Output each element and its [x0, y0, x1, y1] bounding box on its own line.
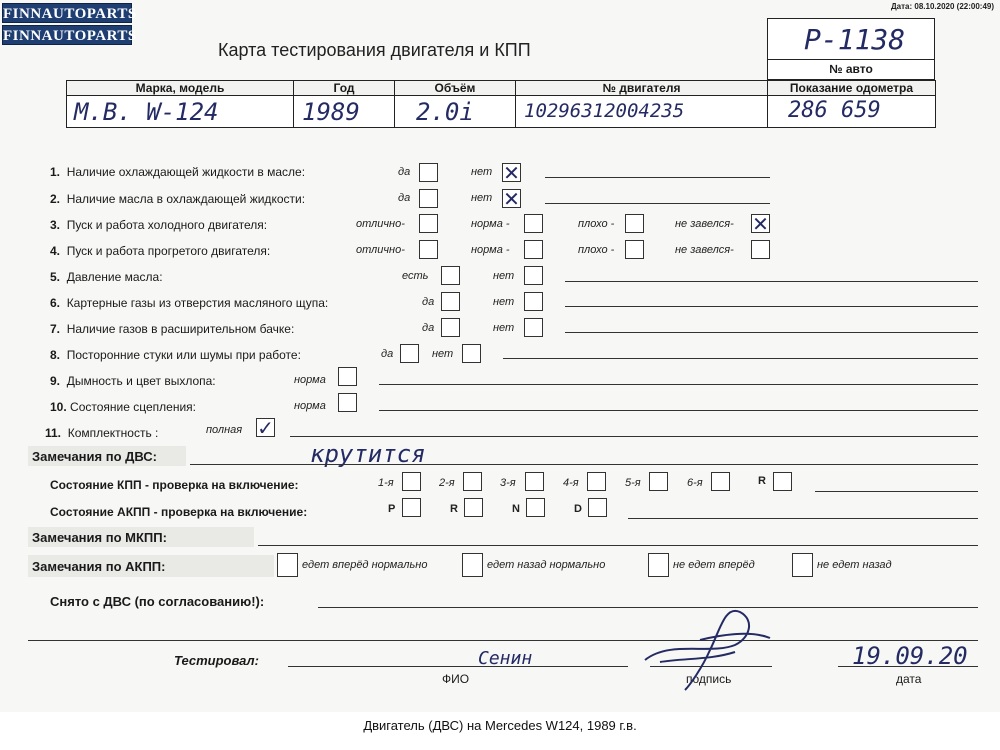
- print-date: Дата: 08.10.2020 (22:00:49): [890, 2, 994, 11]
- ice-remarks-label: Замечания по ДВС:: [32, 449, 157, 464]
- q11-full-checkbox-checked[interactable]: ✓: [257, 416, 274, 440]
- gear-p-label: P: [388, 503, 396, 515]
- gear-d-label: D: [574, 503, 582, 515]
- akpp-no-backward-checkbox[interactable]: [792, 553, 813, 577]
- tester-name-handwritten: Сенин: [478, 648, 533, 669]
- gear-5-checkbox[interactable]: [649, 472, 668, 491]
- signature-scribble: [640, 600, 780, 695]
- q1-yes-label: да: [398, 166, 411, 178]
- image-caption: Двигатель (ДВС) на Mercedes W124, 1989 г.в.: [363, 718, 637, 733]
- car-number-box: [767, 18, 935, 80]
- q4-excellent-checkbox[interactable]: [419, 240, 438, 259]
- question-5: 5. Давление масла:: [50, 270, 163, 284]
- q7-no-label: нет: [493, 322, 515, 334]
- gear-2-checkbox[interactable]: [463, 472, 482, 491]
- auto-gearbox-label: Состояние АКПП - проверка на включение:: [50, 505, 308, 519]
- question-6: 6. Картерные газы из отверстия масляного щупа:: [50, 296, 329, 310]
- engine-number-handwritten: 10296312004235: [524, 100, 685, 122]
- q9-normal-checkbox[interactable]: [338, 367, 357, 386]
- q7-yes-label: да: [422, 322, 435, 334]
- gear-1-checkbox[interactable]: [402, 472, 421, 491]
- col-header-volume: Объём: [394, 80, 516, 96]
- odometer-handwritten: 286 659: [788, 98, 881, 123]
- q3-bad-checkbox[interactable]: [625, 214, 644, 233]
- q10-normal-checkbox[interactable]: [338, 393, 357, 412]
- gear-auto-r-label: R: [450, 503, 458, 515]
- q4-normal-checkbox[interactable]: [524, 240, 543, 259]
- q4-not-started-label: не завелся-: [675, 244, 734, 256]
- akpp-forward-ok-checkbox[interactable]: [277, 553, 298, 577]
- gear-2-label: 2-я: [439, 477, 455, 489]
- q1-no-label: нет: [471, 166, 493, 178]
- ref-number-handwritten: P-1138: [804, 23, 906, 56]
- gear-1-label: 1-я: [378, 477, 394, 489]
- q3-excellent-checkbox[interactable]: [419, 214, 438, 233]
- akpp-backward-ok-checkbox[interactable]: [462, 553, 483, 577]
- brand-logo-repeat: FINNAUTOPARTS: [2, 25, 132, 45]
- year-handwritten: 1989: [302, 98, 360, 126]
- q8-yes-checkbox[interactable]: [400, 344, 419, 363]
- question-9: 9. Дымность и цвет выхлопа:: [50, 374, 216, 388]
- q10-normal-label: норма: [294, 400, 326, 412]
- q5-no-checkbox[interactable]: [524, 266, 543, 285]
- gear-3-checkbox[interactable]: [525, 472, 544, 491]
- tested-by-label: Тестировал:: [174, 653, 259, 668]
- col-header-engine-no: № двигателя: [515, 80, 768, 96]
- q3-not-started-label: не завелся-: [675, 218, 734, 230]
- q4-normal-label: норма -: [471, 244, 510, 256]
- question-2: 2. Наличие масла в охлаждающей жидкости:: [50, 192, 306, 206]
- question-4: 4. Пуск и работа прогретого двигателя:: [50, 244, 271, 258]
- q1-no-checkbox-checked[interactable]: ✕: [503, 161, 520, 185]
- question-10: 10. Состояние сцепления:: [50, 400, 196, 414]
- date-handwritten: 19.09.20: [852, 642, 968, 670]
- q4-bad-checkbox[interactable]: [625, 240, 644, 259]
- question-1: 1. Наличие охлаждающей жидкости в масле:: [50, 165, 306, 179]
- q5-no-label: нет: [493, 270, 515, 282]
- q3-excellent-label: отлично-: [356, 218, 405, 230]
- q6-no-label: нет: [493, 296, 515, 308]
- q6-yes-checkbox[interactable]: [441, 292, 460, 311]
- col-header-model: Марка, модель: [66, 80, 294, 96]
- q6-no-checkbox[interactable]: [524, 292, 543, 311]
- q9-normal-label: норма: [294, 374, 326, 386]
- removed-from-ice-label: Снято с ДВС (по согласованию!):: [50, 594, 265, 609]
- q11-full-label: полная: [206, 424, 243, 436]
- col-header-year: Год: [293, 80, 395, 96]
- col-header-odometer: Показание одометра: [767, 80, 936, 96]
- ice-remarks-handwritten: крутится: [310, 440, 426, 468]
- question-3: 3. Пуск и работа холодного двигателя:: [50, 218, 268, 232]
- gear-p-checkbox[interactable]: [402, 498, 421, 517]
- q3-not-started-checkbox-checked[interactable]: ✕: [752, 212, 769, 236]
- q8-no-label: нет: [432, 348, 454, 360]
- q4-bad-label: плохо -: [578, 244, 615, 256]
- q3-bad-label: плохо -: [578, 218, 615, 230]
- akpp-forward-ok-label: едет вперёд нормально: [302, 559, 428, 571]
- gear-5-label: 5-я: [625, 477, 641, 489]
- q2-no-checkbox-checked[interactable]: ✕: [503, 187, 520, 211]
- q1-yes-checkbox[interactable]: [419, 163, 438, 182]
- gear-n-label: N: [512, 503, 520, 515]
- date-label: дата: [896, 672, 922, 686]
- brand-logo: FINNAUTOPARTS: [2, 3, 132, 23]
- gear-6-label: 6-я: [687, 477, 703, 489]
- q8-no-checkbox[interactable]: [462, 344, 481, 363]
- fio-label: ФИО: [442, 672, 470, 686]
- vehicle-info-table: [66, 80, 936, 128]
- question-11: 11. Комплектность :: [45, 426, 159, 440]
- q3-normal-label: норма -: [471, 218, 510, 230]
- q5-present-label: есть: [402, 270, 429, 282]
- question-7: 7. Наличие газов в расширительном бачке:: [50, 322, 295, 336]
- page-title: Карта тестирования двигателя и КПП: [218, 40, 531, 60]
- akpp-no-forward-label: не едет вперёд: [673, 559, 755, 571]
- gear-3-label: 3-я: [500, 477, 516, 489]
- gear-r-checkbox[interactable]: [773, 472, 792, 491]
- q5-present-checkbox[interactable]: [441, 266, 460, 285]
- volume-handwritten: 2.0i: [416, 98, 474, 126]
- gear-6-checkbox[interactable]: [711, 472, 730, 491]
- model-handwritten: M.B. W-124: [74, 98, 219, 126]
- question-8: 8. Посторонние стуки или шумы при работе:: [50, 348, 301, 362]
- gear-4-label: 4-я: [563, 477, 579, 489]
- mkpp-remarks-label: Замечания по МКПП:: [32, 530, 167, 545]
- akpp-no-forward-checkbox[interactable]: [648, 553, 669, 577]
- q4-not-started-checkbox[interactable]: [751, 240, 770, 259]
- gear-d-checkbox[interactable]: [588, 498, 607, 517]
- q2-yes-checkbox[interactable]: [419, 189, 438, 208]
- q2-yes-label: да: [398, 192, 411, 204]
- manual-gearbox-label: Состояние КПП - проверка на включение:: [50, 478, 299, 492]
- gear-n-checkbox[interactable]: [526, 498, 545, 517]
- car-number-label: № авто: [829, 62, 873, 76]
- akpp-backward-ok-label: едет назад нормально: [487, 559, 606, 571]
- q3-normal-checkbox[interactable]: [524, 214, 543, 233]
- q6-yes-label: да: [422, 296, 435, 308]
- q4-excellent-label: отлично-: [356, 244, 405, 256]
- gear-r-label: R: [758, 475, 766, 487]
- akpp-remarks-label: Замечания по АКПП:: [32, 559, 166, 574]
- gear-4-checkbox[interactable]: [587, 472, 606, 491]
- q7-yes-checkbox[interactable]: [441, 318, 460, 337]
- q8-yes-label: да: [381, 348, 394, 360]
- q2-no-label: нет: [471, 192, 493, 204]
- signature-label: подпись: [686, 672, 732, 686]
- gear-auto-r-checkbox[interactable]: [464, 498, 483, 517]
- q7-no-checkbox[interactable]: [524, 318, 543, 337]
- akpp-no-backward-label: не едет назад: [817, 559, 892, 571]
